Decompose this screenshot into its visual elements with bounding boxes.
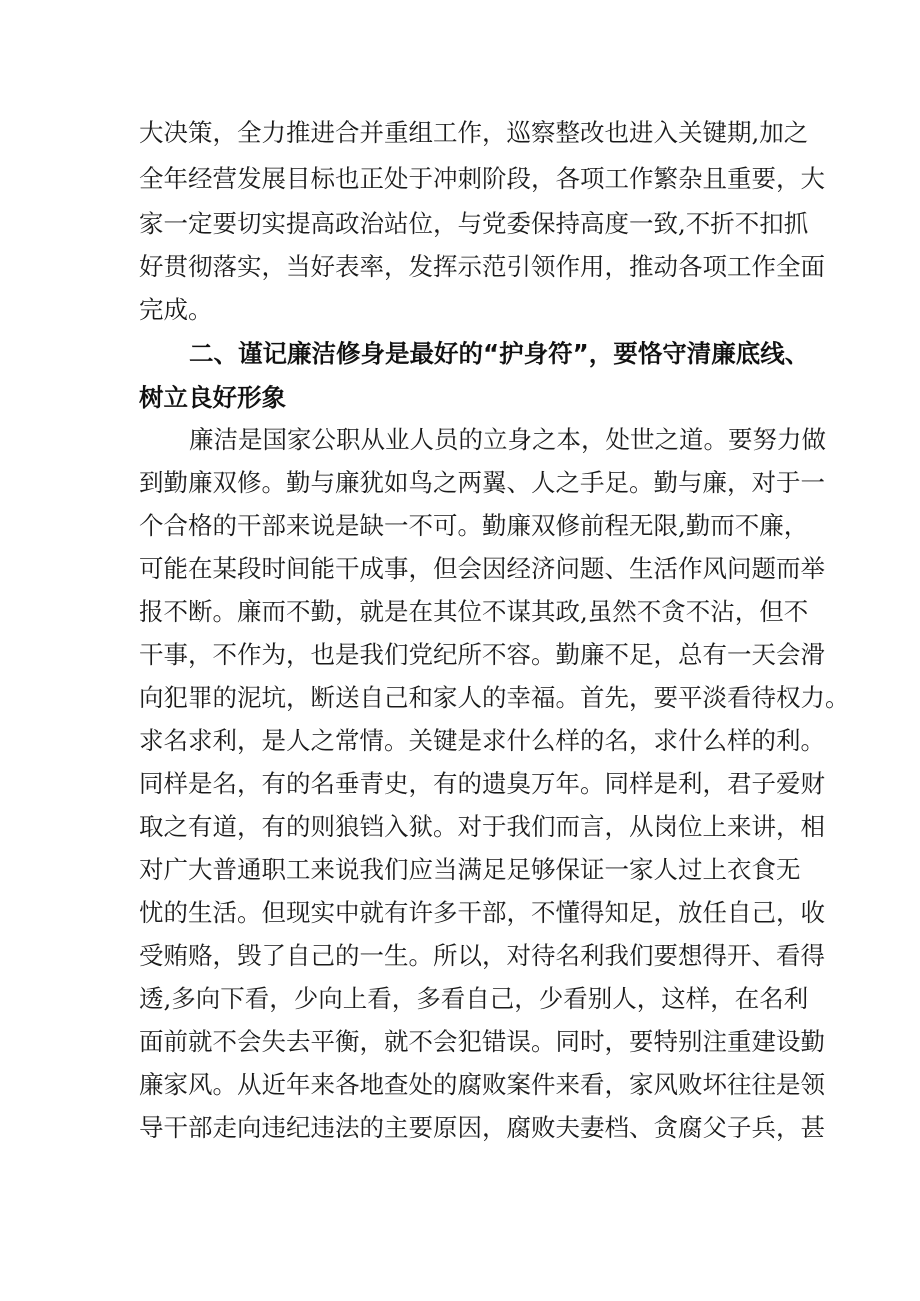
paragraph-2-line: 干事，不作为，也是我们党纪所不容。勤廉不足，总有一天会滑 bbox=[139, 640, 825, 669]
paragraph-2-line: 取之有道，有的则狼铛入狱。对于我们而言，从岗位上来讲，相 bbox=[139, 812, 825, 841]
paragraph-2-line: 面前就不会失去平衡，就不会犯错误。同时，要特别注重建设勤 bbox=[139, 1027, 825, 1056]
paragraph-2-line: 廉洁是国家公职从业人员的立身之本，处世之道。要努力做 bbox=[189, 425, 826, 454]
paragraph-2-line: 对广大普通职工来说我们应当满足足够保证一家人过上衣食无 bbox=[139, 855, 801, 884]
paragraph-2-line: 求名求利，是人之常情。关键是求什么样的名，求什么样的利。 bbox=[139, 726, 825, 755]
paragraph-2-line: 廉家风。从近年来各地查处的腐败案件来看，家风败坏往往是领 bbox=[139, 1070, 825, 1099]
paragraph-1-line: 全年经营发展目标也正处于冲刺阶段，各项工作繁杂且重要，大 bbox=[139, 164, 825, 193]
paragraph-1-line: 完成。 bbox=[139, 295, 213, 324]
paragraph-1-line: 大决策，全力推进合并重组工作，巡察整改也进入关键期,加之 bbox=[139, 118, 809, 147]
paragraph-2-line: 到勤廉双修。勤与廉犹如鸟之两翼、人之手足。勤与廉，对于一 bbox=[139, 468, 825, 497]
paragraph-2-line: 报不断。廉而不勤，就是在其位不谋其政,虽然不贪不沾，但不 bbox=[139, 597, 809, 626]
paragraph-2-line: 个合格的干部来说是缺一不可。勤廉双修前程无限,勤而不廉， bbox=[139, 511, 809, 540]
section-heading: 树立良好形象 bbox=[139, 383, 286, 412]
paragraph-1-line: 好贯彻落实，当好表率，发挥示范引领作用，推动各项工作全面 bbox=[139, 252, 825, 281]
paragraph-2-line: 透,多向下看，少向上看，多看自己，少看别人，这样，在名利 bbox=[139, 984, 809, 1013]
paragraph-2-line: 可能在某段时间能干成事，但会因经济问题、生活作风问题而举 bbox=[139, 554, 825, 583]
paragraph-2-line: 同样是名，有的名垂青史，有的遗臭万年。同样是利，君子爱财 bbox=[139, 769, 825, 798]
paragraph-2-line: 受贿赂，毁了自己的一生。所以，对待名利我们要想得开、看得 bbox=[139, 941, 825, 970]
paragraph-1-line: 家一定要切实提高政治站位，与党委保持高度一致,不折不扣抓 bbox=[139, 209, 809, 238]
section-heading: 二、谨记廉洁修身是最好的“护身符”，要恪守清廉底线、 bbox=[189, 339, 810, 368]
paragraph-2-line: 忧的生活。但现实中就有许多干部，不懂得知足，放任自己，收 bbox=[139, 898, 825, 927]
paragraph-2-line: 向犯罪的泥坑，断送自己和家人的幸福。首先，要平淡看待权力。 bbox=[139, 683, 850, 712]
paragraph-2-line: 导干部走向违纪违法的主要原因，腐败夫妻档、贪腐父子兵，甚 bbox=[139, 1113, 825, 1142]
